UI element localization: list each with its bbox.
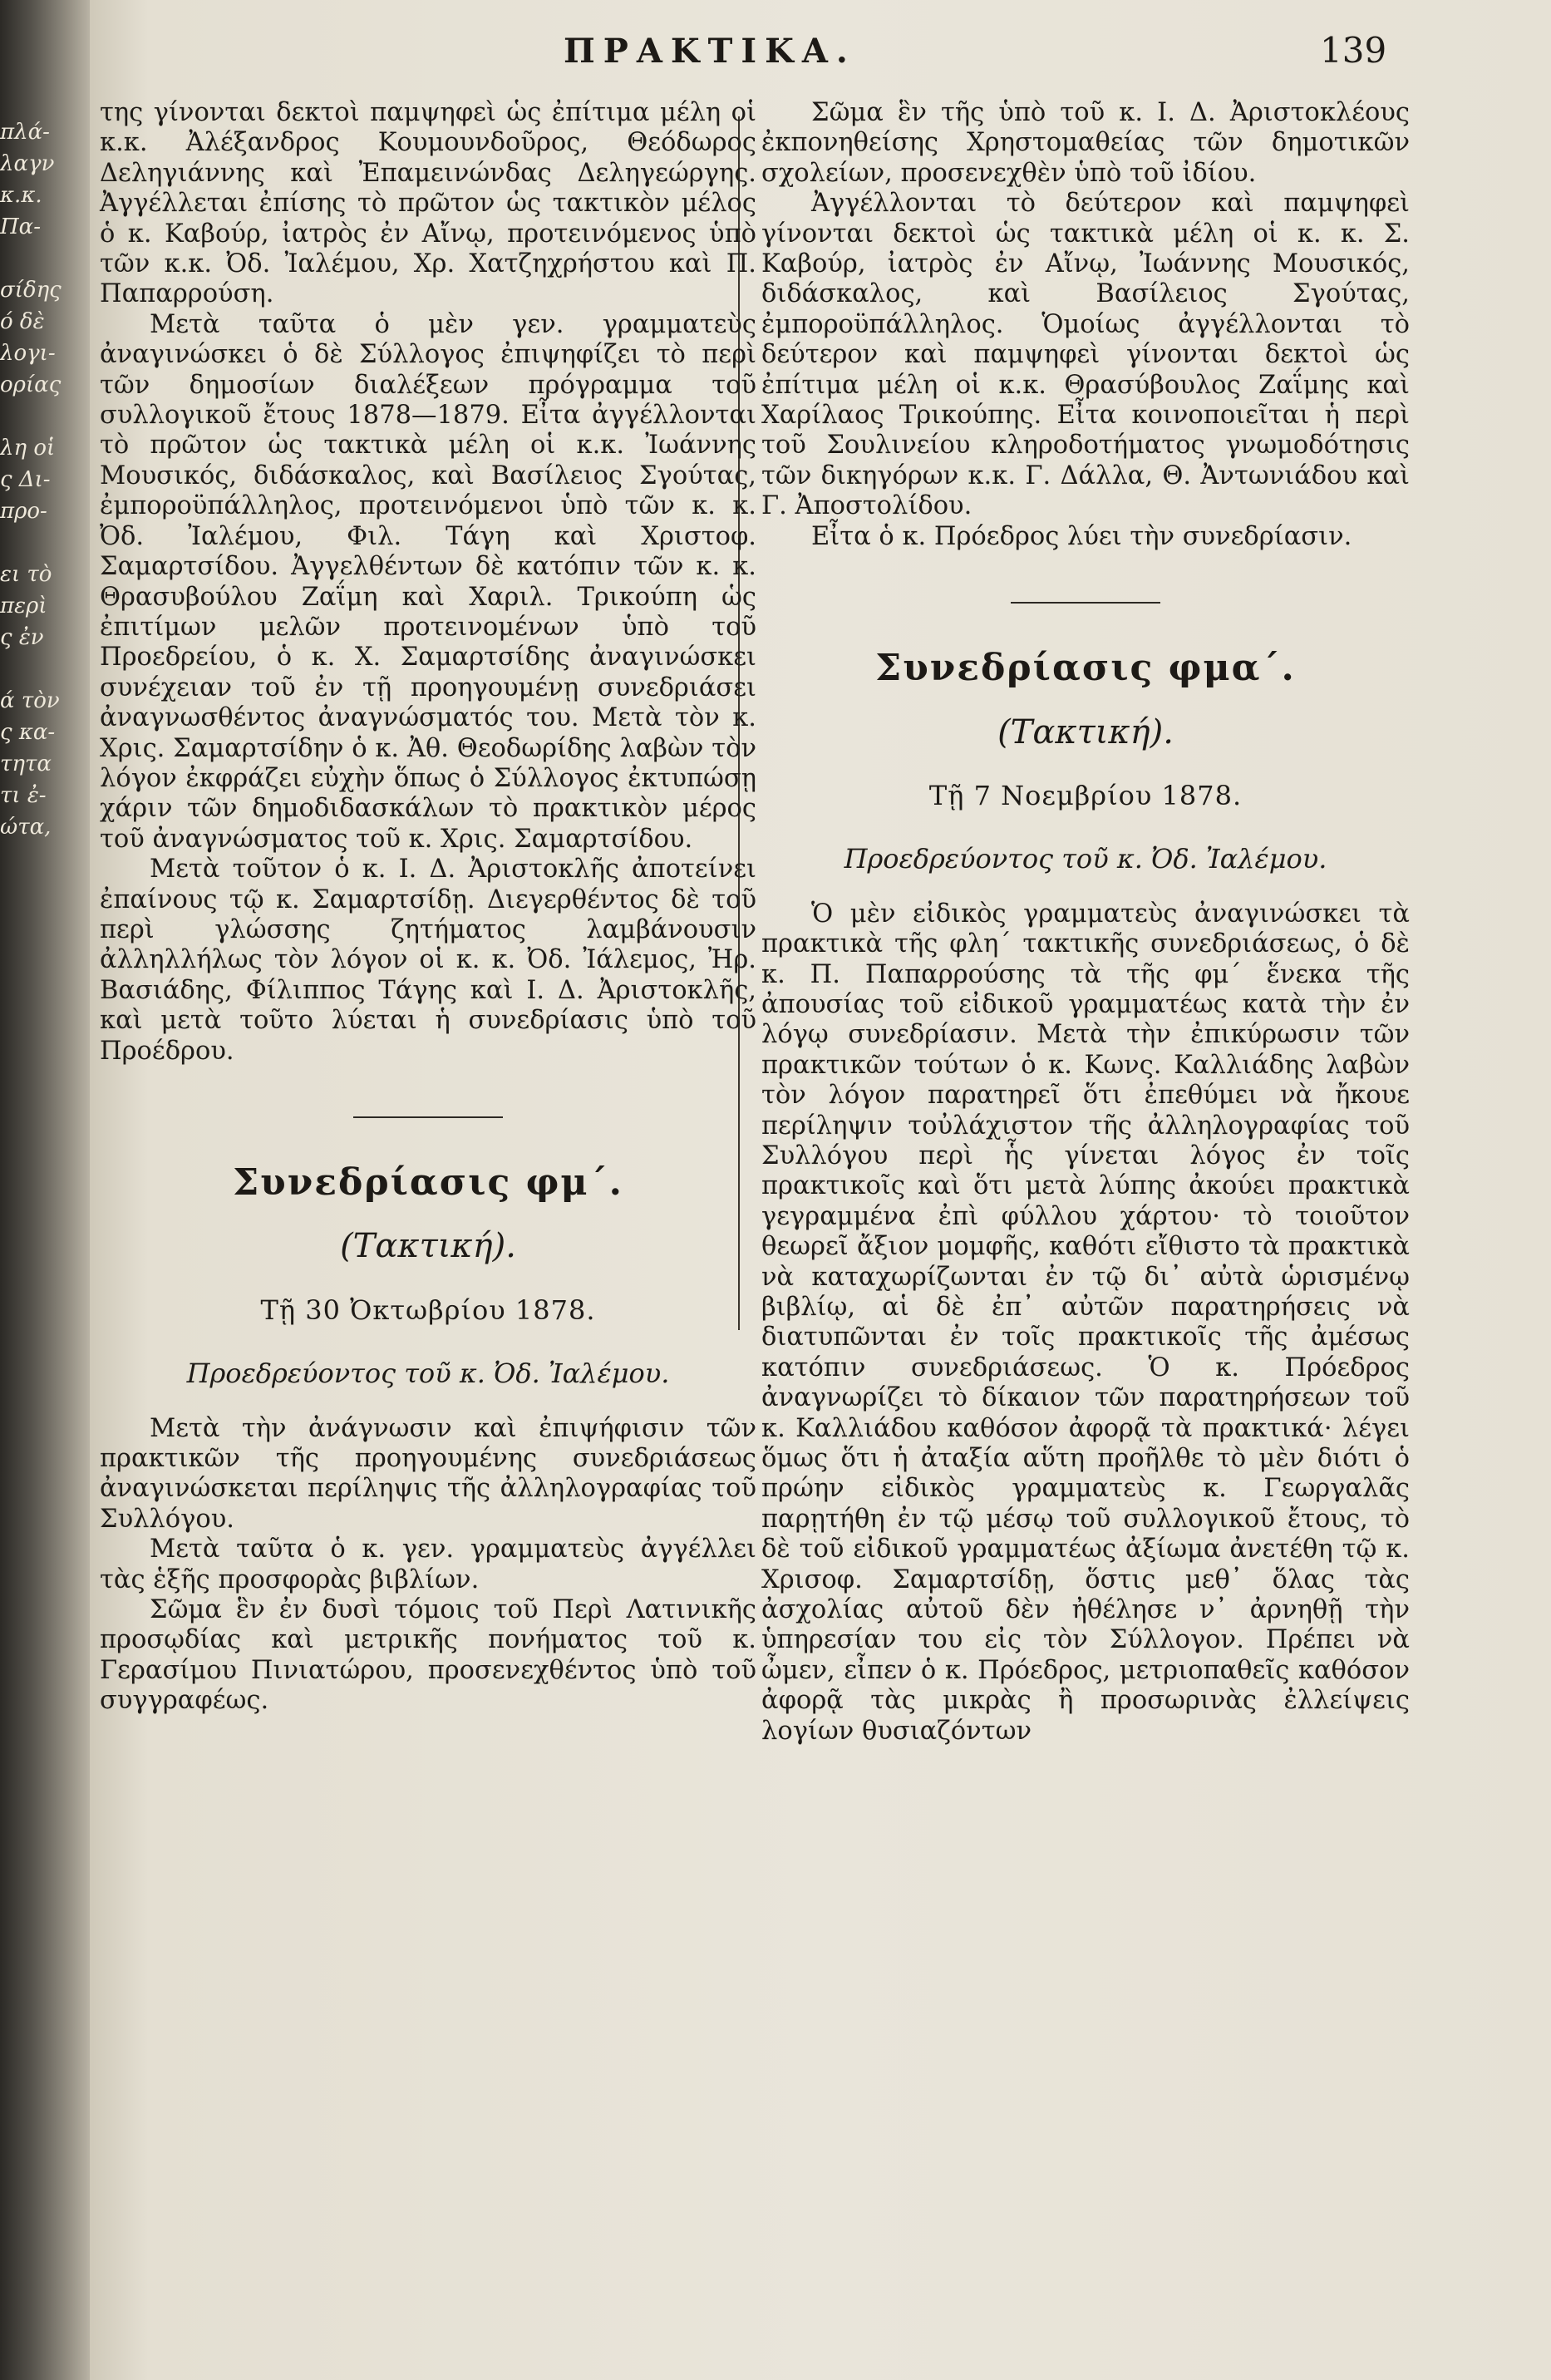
page-number: 139 (1320, 30, 1387, 71)
page (90, 0, 1551, 2380)
page-header (90, 25, 1551, 83)
facing-page-fragments (0, 116, 87, 843)
margin-fragment: τι ἐ- (0, 783, 47, 808)
paragraph: Σῶμα ἓν ἐν δυσὶ τόμοις τοῦ Περὶ Λατινικῆς προσῳδίας καὶ μετρικῆς πονήματος τοῦ κ. Γερασίμου Πινιατώρου, προσενεχθέντος ὑπὸ τοῦ συγγραφέως. (100, 1595, 756, 1716)
session-title: Συνεδρίασις φμα΄. (875, 647, 1296, 690)
margin-fragment (0, 401, 87, 432)
margin-fragment: κ.κ. (0, 183, 42, 208)
running-head: ΠΡΑΚΤΙΚΑ. (564, 32, 856, 71)
paragraph: Σῶμα ἓν τῆς ὑπὸ τοῦ κ. Ι. Δ. Ἀριστοκλέους ἐκπονηθείσης Χρηστομαθείας τῶν δημοτικῶν σχολείων, προσενεχθὲν ὑπὸ τοῦ ἰδίου. (761, 98, 1410, 188)
session-chair: Προεδρεύοντος τοῦ κ. Ὀδ. Ἰαλέμου. (186, 1358, 670, 1390)
paragraph: Μετὰ τὴν ἀνάγνωσιν καὶ ἐπιψήφισιν τῶν πρακτικῶν τῆς προηγουμένης συνεδριάσεως ἀναγινώσκεται περίληψις τῆς ἀλληλογραφίας τοῦ Συλλόγου. (100, 1413, 756, 1534)
margin-fragment: ά τὸν (0, 688, 60, 713)
margin-fragment: ς κα- (0, 720, 56, 745)
section-separator (1011, 602, 1160, 604)
session-title: Συνεδρίασις φμ΄. (233, 1161, 623, 1204)
paragraph: Ἀγγέλλονται τὸ δεύτερον καὶ παμψηφεὶ γίνονται δεκτοὶ ὡς τακτικὰ μέλη οἱ κ. κ. Σ. Καβούρ, ἰατρὸς ἐν Αἴνῳ, Ἰωάννης Μουσικός, διδάσκαλος, καὶ Βασίλειος Σγούτας, ἐμποροϋπάλληλος. Ὁμοίως ἀγγέλλονται τὸ δεύτερον καὶ παμψηφεὶ γίνονται δεκτοὶ ὡς ἐπίτιμα μέλη οἱ κ.κ. Θρασύβουλος Ζαΐμης καὶ Χαρίλαος Τρικούπης. Εἶτα κοινοποιεῖται ἡ περὶ τοῦ Σουλινείου κληροδοτήματος γνωμοδότησις τῶν δικηγόρων κ.κ. Γ. Δάλλα, Θ. Ἀντωνιάδου καὶ Γ. Ἀποστολίδου. (761, 189, 1410, 521)
margin-fragment: τητα (0, 751, 52, 776)
margin-fragment (0, 527, 87, 559)
margin-fragment: ς ἐν (0, 625, 44, 650)
paragraph: Μετὰ ταῦτα ὁ μὲν γεν. γραμματεὺς ἀναγινώσκει ὁ δὲ Σύλλογος ἐπιψηφίζει τὸ περὶ τῶν δημοσίων διαλέξεων πρόγραμμα τοῦ συλλογικοῦ ἔτους 1878—1879. Εἶτα ἀγγέλλονται τὸ πρῶτον ὡς τακτικὰ μέλη οἱ κ.κ. Ἰωάννης Μουσικός, διδάσκαλος, καὶ Βασίλειος Σγούτας, ἐμποροϋπάλληλος, προτεινόμενοι ὑπὸ τῶν κ. κ. Ὀδ. Ἰαλέμου, Φιλ. Τάγη καὶ Χριστοφ. Σαμαρτσίδου. Ἀγγελθέντων δὲ κατόπιν τῶν κ. κ. Θρασυβούλου Ζαΐμη καὶ Χαριλ. Τρικούπη ὡς ἐπιτίμων μελῶν προτεινομένων ὑπὸ τοῦ Προεδρείου, ὁ κ. Χ. Σαμαρτσίδης ἀναγινώσκει συνέχειαν τοῦ ἐν τῇ προηγουμένῃ συνεδριάσει ἀναγνωσθέντος ἀναγνώσματός του. Μετὰ τὸν κ. Χρις. Σαμαρτσίδην ὁ κ. Ἀθ. Θεοδωρίδης λαβὼν τὸν λόγον ἐκφράζει εὐχὴν ὅπως ὁ Σύλλογος ἐκτυπώσῃ χάριν τῶν δημοδιδασκάλων τὸ πρακτικὸν μέρος τοῦ ἀναγνώσματος τοῦ κ. Χρις. Σαμαρτσίδου. (100, 309, 756, 854)
margin-fragment: λαγν (0, 151, 55, 176)
margin-fragment (0, 243, 87, 274)
margin-fragment: πλά- (0, 120, 50, 145)
margin-fragment (0, 653, 87, 685)
session-date: Τῇ 7 Νοεμβρίου 1878. (928, 779, 1243, 811)
paragraph: Μετὰ ταῦτα ὁ κ. γεν. γραμματεὺς ἀγγέλλει τὰς ἑξῆς προσφορὰς βιβλίων. (100, 1535, 756, 1594)
session-type: (Τακτική). (340, 1227, 516, 1266)
left-column (100, 98, 756, 1717)
margin-fragment: σίδης (0, 278, 62, 303)
session-type: (Τακτική). (997, 712, 1174, 751)
session-chair: Προεδρεύοντος τοῦ κ. Ὀδ. Ἰαλέμου. (844, 843, 1327, 875)
margin-fragment: ό δὲ (0, 309, 45, 334)
paragraph: Μετὰ τοῦτον ὁ κ. Ι. Δ. Ἀριστοκλῆς ἀποτείνει ἐπαίνους τῷ κ. Σαμαρτσίδῃ. Διεγερθέντος δὲ τοῦ περὶ γλώσσης ζητήματος λαμβάνουσιν ἀλληλλήλως τὸν λόγον οἱ κ. κ. Ὀδ. Ἰάλεμος, Ἠρ. Βασιάδης, Φίλιππος Τάγης καὶ Ι. Δ. Ἀριστοκλῆς, καὶ μετὰ τοῦτο λύεται ἡ συνεδρίασις ὑπὸ τοῦ Προέδρου. (100, 855, 756, 1066)
margin-fragment: ς Δι- (0, 467, 51, 492)
margin-fragment: ει τὸ (0, 562, 52, 587)
margin-fragment: ορίας (0, 372, 62, 397)
paragraph: Εἶτα ὁ κ. Πρόεδρος λύει τὴν συνεδρίασιν. (811, 521, 1352, 551)
right-column (761, 98, 1410, 1747)
section-separator (353, 1116, 503, 1118)
paragraph: Ὁ μὲν εἰδικὸς γραμματεὺς ἀναγινώσκει τὰ πρακτικὰ τῆς φλη΄ τακτικῆς συνεδριάσεως, ὁ δὲ κ. Π. Παπαρρούσης τὰ τῆς φμ΄ ἕνεκα τῆς ἀπουσίας τοῦ εἰδικοῦ γραμματέως κατὰ τὴν ἐν λόγῳ συνεδρίασιν. Μετὰ τὴν ἐπικύρωσιν τῶν πρακτικῶν τούτων ὁ κ. Κωνς. Καλλιάδης λαβὼν τὸν λόγον παρατηρεῖ ὅτι ἐπεθύμει νὰ ἤκουε περίληψιν τοὐλάχιστον τῆς ἀλληλογραφίας τοῦ Συλλόγου περὶ ἧς γίνεται λόγος ἐν τοῖς πρακτικοῖς καὶ ὅτι μετὰ λύπης ἀκούει πρακτικὰ γεγραμμένα ἐπὶ φύλλου χάρτου· τὸ τοιοῦτον θεωρεῖ ἄξιον μομφῆς, καθότι εἴθιστο τὰ πρακτικὰ νὰ καταχωρίζωνται ἐν τῷ δι᾽ αὐτὰ ὡρισμένῳ βιβλίῳ, αἱ δὲ ἐπ᾽ αὐτῶν παρατηρήσεις νὰ διατυπῶνται ἐν τοῖς πρακτικοῖς τῆς ἀμέσως κατόπιν συνεδριάσεως. Ὁ κ. Πρόεδρος ἀναγνωρίζει τὸ δίκαιον τῶν παρατηρήσεων τοῦ κ. Καλλιάδου καθόσον ἀφορᾷ τὰ πρακτικά· λέγει ὅμως ὅτι ἡ ἀταξία αὕτη προῆλθε τὸ μὲν διότι ὁ πρώην εἰδικὸς γραμματεὺς κ. Γεωργαλᾶς παρῃτήθη ἐν τῷ μέσῳ τοῦ συλλογικοῦ ἔτους, τὸ δὲ τοῦ εἰδικοῦ γραμματέως ἀξίωμα ἀνετέθη τῷ κ. Χρισοφ. Σαμαρτσίδῃ, ὅστις μεθ᾽ ὅλας τὰς ἀσχολίας αὐτοῦ δὲν ἠθέλησε ν᾽ ἀρνηθῇ τὴν ὑπηρεσίαν του εἰς τὸν Σύλλογον. Πρέπει νὰ ὦμεν, εἶπεν ὁ κ. Πρόεδρος, μετριοπαθεῖς καθόσον ἀφορᾷ τὰς μικρὰς ἢ προσωρινὰς ἐλλείψεις λογίων θυσιαζόντων (761, 899, 1410, 1746)
margin-fragment: προ- (0, 499, 47, 524)
margin-fragment: ώτα, (0, 815, 52, 840)
margin-fragment: λη οἱ (0, 436, 56, 461)
margin-fragment: περὶ (0, 594, 47, 618)
session-date: Τῇ 30 Ὀκτωβρίου 1878. (260, 1293, 596, 1326)
margin-fragment: λογι- (0, 341, 56, 366)
paragraph: της γίνονται δεκτοὶ παμψηφεὶ ὡς ἐπίτιμα μέλη οἱ κ.κ. Ἀλέξανδρος Κουμουνδοῦρος, Θεόδωρος Δεληγιάννης καὶ Ἐπαμεινώνδας Δεληγεώργης. Ἀγγέλλεται ἐπίσης τὸ πρῶτον ὡς τακτικὸν μέλος ὁ κ. Καβούρ, ἰατρὸς ἐν Αἴνῳ, προτεινόμενος ὑπὸ τῶν κ.κ. Ὀδ. Ἰαλέμου, Χρ. Χατζηχρήστου καὶ Π. Παπαρρούση. (100, 98, 756, 309)
margin-fragment: Πα- (0, 214, 42, 239)
